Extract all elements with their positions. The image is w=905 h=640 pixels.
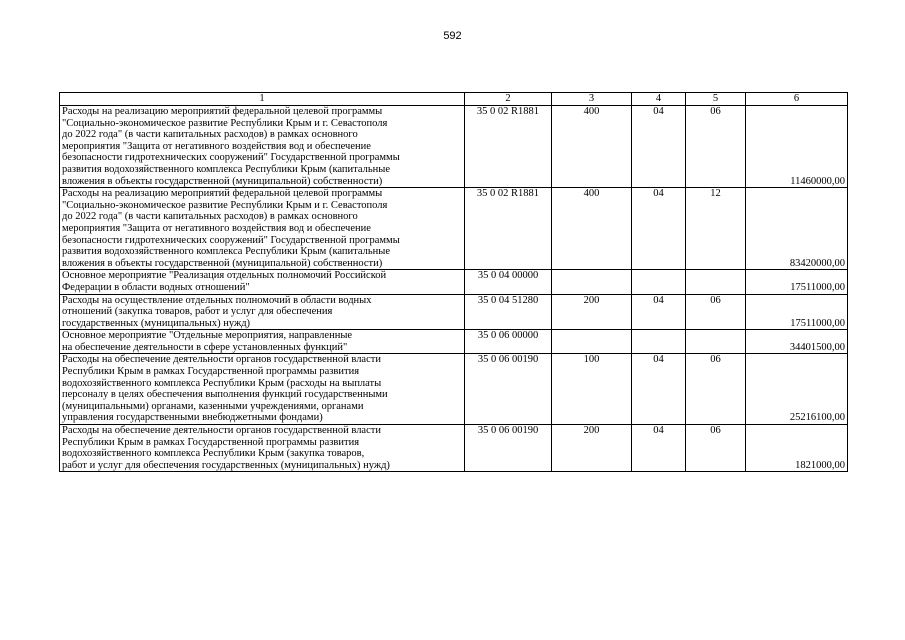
row-target-code: 35 0 04 00000 [465, 270, 552, 294]
row-expense-type [552, 330, 632, 354]
row-target-code: 35 0 06 00190 [465, 354, 552, 425]
row-section: 04 [632, 106, 686, 188]
header-cell: 4 [632, 93, 686, 106]
row-target-code: 35 0 06 00000 [465, 330, 552, 354]
budget-table [59, 92, 848, 472]
row-amount: 83420000,00 [746, 188, 848, 270]
row-description: Расходы на реализацию мероприятий федеральной целевой программы "Социально-экономическое развитие Республики Крым и г. Севастополя до 2022 года" (в части капитальных расходов) в рамках основного мероприятия "Защита от негативного воздействия вод и обеспечение безопасности гидротехнических сооружений" Государственной программы развития водохозяйственного комплекса Республики Крым (капитальные вложения в объекты государственной (муниципальной) собственности) [60, 106, 465, 188]
row-target-code: 35 0 02 R1881 [465, 188, 552, 270]
table-row [60, 330, 848, 354]
header-cell: 6 [746, 93, 848, 106]
row-expense-type: 200 [552, 425, 632, 472]
table-row [60, 354, 848, 425]
row-expense-type: 400 [552, 188, 632, 270]
row-amount: 17511000,00 [746, 270, 848, 294]
row-section: 04 [632, 354, 686, 425]
page-number: 592 [443, 30, 462, 42]
row-section [632, 330, 686, 354]
row-expense-type: 100 [552, 354, 632, 425]
row-amount: 34401500,00 [746, 330, 848, 354]
row-section: 04 [632, 425, 686, 472]
table-row [60, 425, 848, 472]
table-row [60, 106, 848, 188]
row-expense-type: 200 [552, 294, 632, 330]
row-section: 04 [632, 294, 686, 330]
row-expense-type [552, 270, 632, 294]
table-header-row [60, 93, 848, 106]
table-row [60, 188, 848, 270]
row-subsection: 12 [686, 188, 746, 270]
row-amount: 11460000,00 [746, 106, 848, 188]
row-expense-type: 400 [552, 106, 632, 188]
header-cell: 5 [686, 93, 746, 106]
row-subsection [686, 330, 746, 354]
header-cell: 3 [552, 93, 632, 106]
row-target-code: 35 0 02 R1881 [465, 106, 552, 188]
row-subsection: 06 [686, 425, 746, 472]
row-description: Расходы на реализацию мероприятий федеральной целевой программы "Социально-экономическое развитие Республики Крым и г. Севастополя до 2022 года" (в части капитальных расходов) в рамках основного мероприятия "Защита от негативного воздействия вод и обеспечение безопасности гидротехнических сооружений" Государственной программы развития водохозяйственного комплекса Республики Крым (капитальные вложения в объекты государственной (муниципальной) собственности) [60, 188, 465, 270]
row-subsection: 06 [686, 294, 746, 330]
row-section: 04 [632, 188, 686, 270]
row-section [632, 270, 686, 294]
row-description: Расходы на обеспечение деятельности органов государственной власти Республики Крым в рамках Государственной программы развития водохозяйственного комплекса Республики Крым (закупка товаров, работ и услуг для обеспечения государственных (муниципальных) нужд) [60, 425, 465, 472]
row-amount: 17511000,00 [746, 294, 848, 330]
table-row [60, 270, 848, 294]
row-description: Расходы на осуществление отдельных полномочий в области водных отношений (закупка товаров, работ и услуг для обеспечения государственных (муниципальных) нужд) [60, 294, 465, 330]
table-row [60, 294, 848, 330]
row-amount: 25216100,00 [746, 354, 848, 425]
header-cell: 1 [60, 93, 465, 106]
row-subsection: 06 [686, 354, 746, 425]
row-amount: 1821000,00 [746, 425, 848, 472]
row-description: Расходы на обеспечение деятельности органов государственной власти Республики Крым в рамках Государственной программы развития водохозяйственного комплекса Республики Крым (расходы на выплаты персоналу в целях обеспечения выполнения функций государственными (муниципальными) органами, казенными учреждениями, органами управления государственными внебюджетными фондами) [60, 354, 465, 425]
row-target-code: 35 0 04 51280 [465, 294, 552, 330]
row-description: Основное мероприятие "Отдельные мероприятия, направленные на обеспечение деятельности в сфере установленных функций" [60, 330, 465, 354]
row-target-code: 35 0 06 00190 [465, 425, 552, 472]
row-description: Основное мероприятие "Реализация отдельных полномочий Российской Федерации в области водных отношений" [60, 270, 465, 294]
row-subsection [686, 270, 746, 294]
header-cell: 2 [465, 93, 552, 106]
row-subsection: 06 [686, 106, 746, 188]
